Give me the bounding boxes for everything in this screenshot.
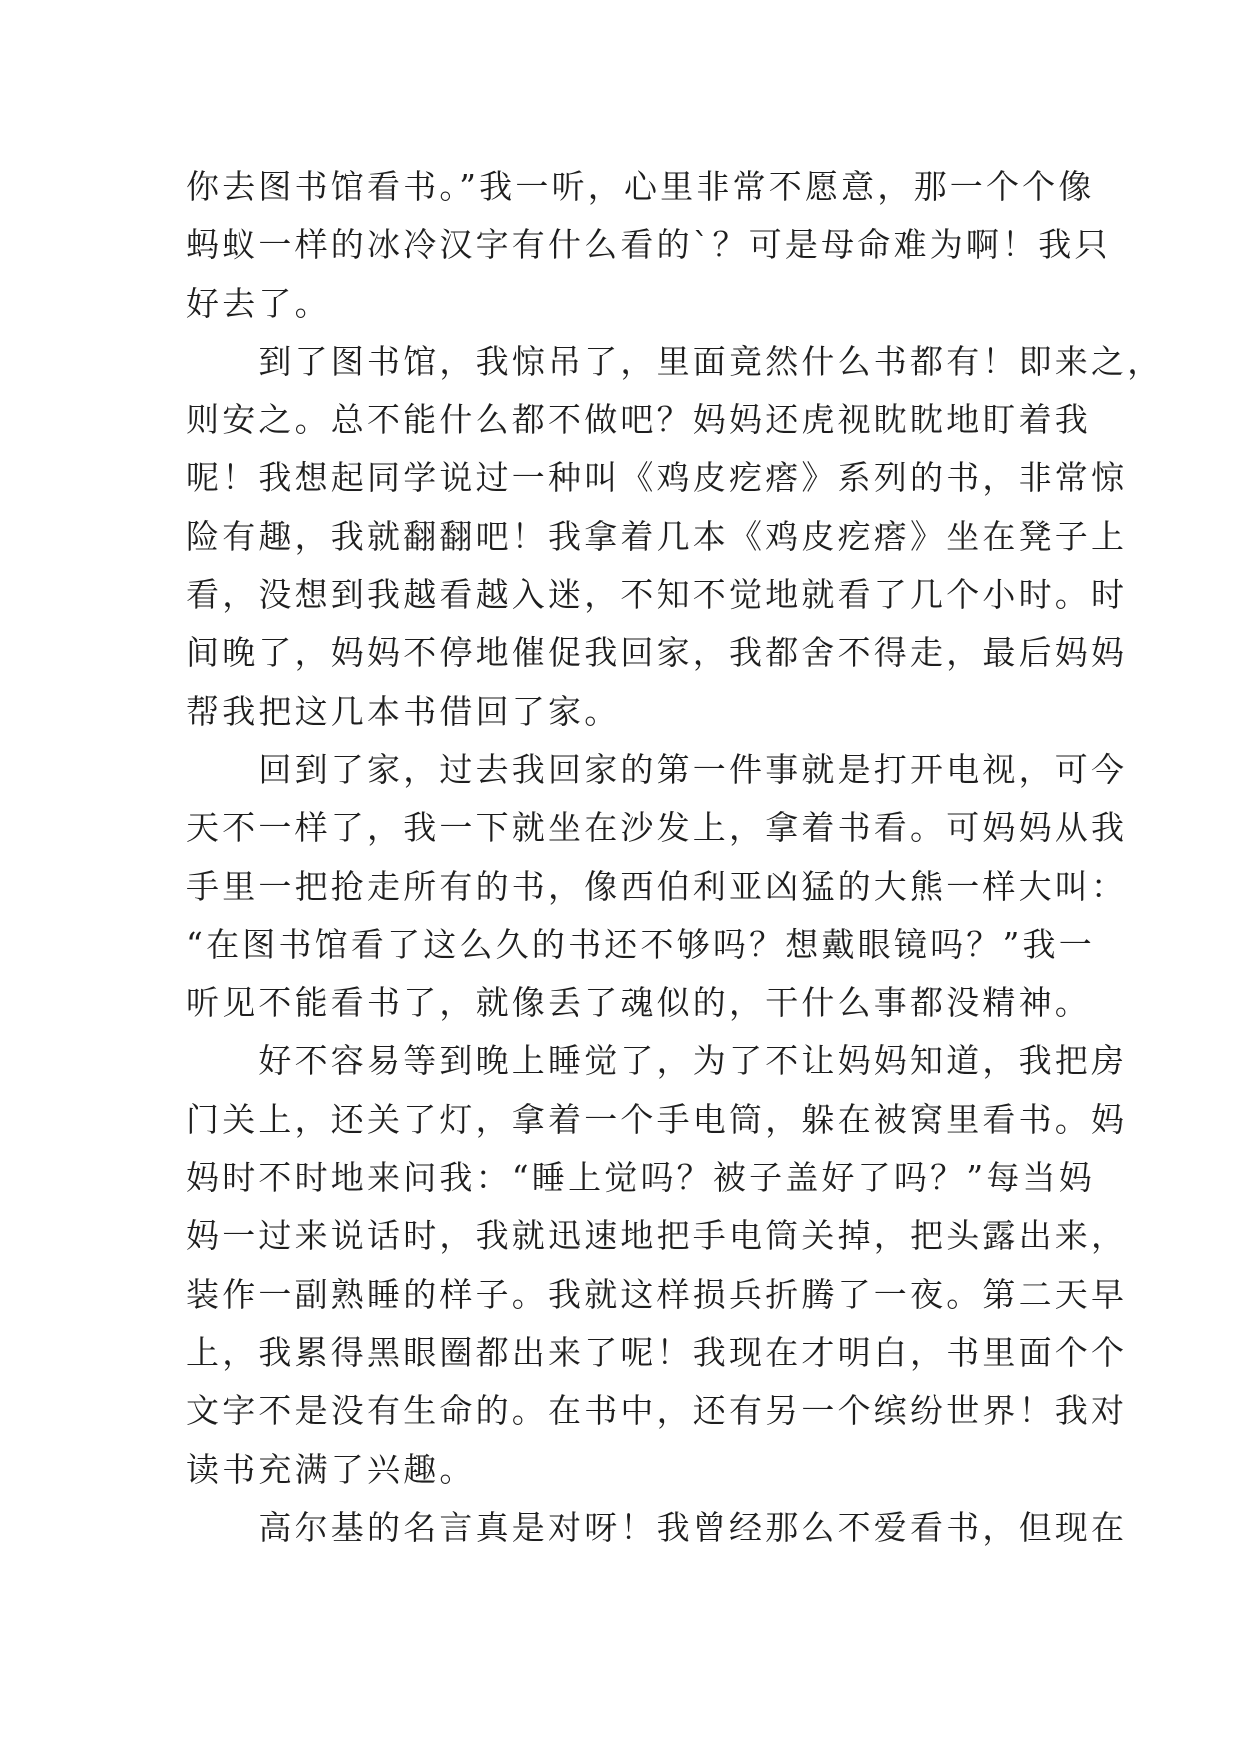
text-line: 回到了家，过去我回家的第一件事就是打开电视，可今 <box>186 749 1128 789</box>
essay-text <box>186 158 1164 1557</box>
text-line: 帮我把这几本书借回了家。 <box>186 691 621 731</box>
text-line: 上，我累得黑眼圈都出来了呢！我现在才明白，书里面个个 <box>186 1332 1128 1372</box>
text-line: 好不容易等到晚上睡觉了，为了不让妈妈知道，我把房 <box>186 1041 1128 1081</box>
text-line: 则安之。总不能什么都不做吧？妈妈还虎视眈眈地盯着我 <box>186 400 1091 440</box>
text-line: 门关上，还关了灯，拿着一个手电筒，躲在被窝里看书。妈 <box>186 1099 1128 1139</box>
text-line: 手里一把抢走所有的书，像西伯利亚凶猛的大熊一样大叫： <box>186 866 1128 906</box>
text-line: 天不一样了，我一下就坐在沙发上，拿着书看。可妈妈从我 <box>186 808 1128 848</box>
paragraph-4 <box>186 1032 1128 1498</box>
text-line: “在图书馆看了这么久的书还不够吗？想戴眼镜吗？”我一 <box>186 924 1095 964</box>
text-line: 好去了。 <box>186 283 331 323</box>
paragraph-2 <box>186 333 1164 741</box>
text-line: 文字不是没有生命的。在书中，还有另一个缤纷世界！我对 <box>186 1391 1128 1431</box>
text-line: 妈时不时地来问我：“睡上觉吗？被子盖好了吗？”每当妈 <box>186 1158 1095 1198</box>
text-line: 高尔基的名言真是对呀！我曾经那么不爱看书，但现在 <box>186 1507 1128 1547</box>
paragraph-1 <box>186 158 1111 333</box>
text-line: 到了图书馆，我惊吊了，里面竟然什么书都有！即来之， <box>186 341 1164 381</box>
text-line: 看，没想到我越看越入迷，不知不觉地就看了几个小时。时 <box>186 575 1128 615</box>
text-line: 装作一副熟睡的样子。我就这样损兵折腾了一夜。第二天早 <box>186 1274 1128 1314</box>
paragraph-3 <box>186 741 1128 1032</box>
text-line: 险有趣，我就翻翻吧！我拿着几本《鸡皮疙瘩》坐在凳子上 <box>186 516 1128 556</box>
text-line: 间晚了，妈妈不停地催促我回家，我都舍不得走，最后妈妈 <box>186 633 1128 673</box>
paragraph-5 <box>186 1499 1128 1557</box>
text-line: 蚂蚁一样的冰冷汉字有什么看的`？可是母命难为啊！我只 <box>186 225 1111 265</box>
text-line: 呢！我想起同学说过一种叫《鸡皮疙瘩》系列的书，非常惊 <box>186 458 1128 498</box>
text-line: 妈一过来说话时，我就迅速地把手电筒关掉，把头露出来， <box>186 1216 1128 1256</box>
text-line: 你去图书馆看书。”我一听，心里非常不愿意，那一个个像 <box>186 167 1095 206</box>
text-line: 听见不能看书了，就像丢了魂似的，干什么事都没精神。 <box>186 983 1091 1023</box>
text-line: 读书充满了兴趣。 <box>186 1449 476 1489</box>
